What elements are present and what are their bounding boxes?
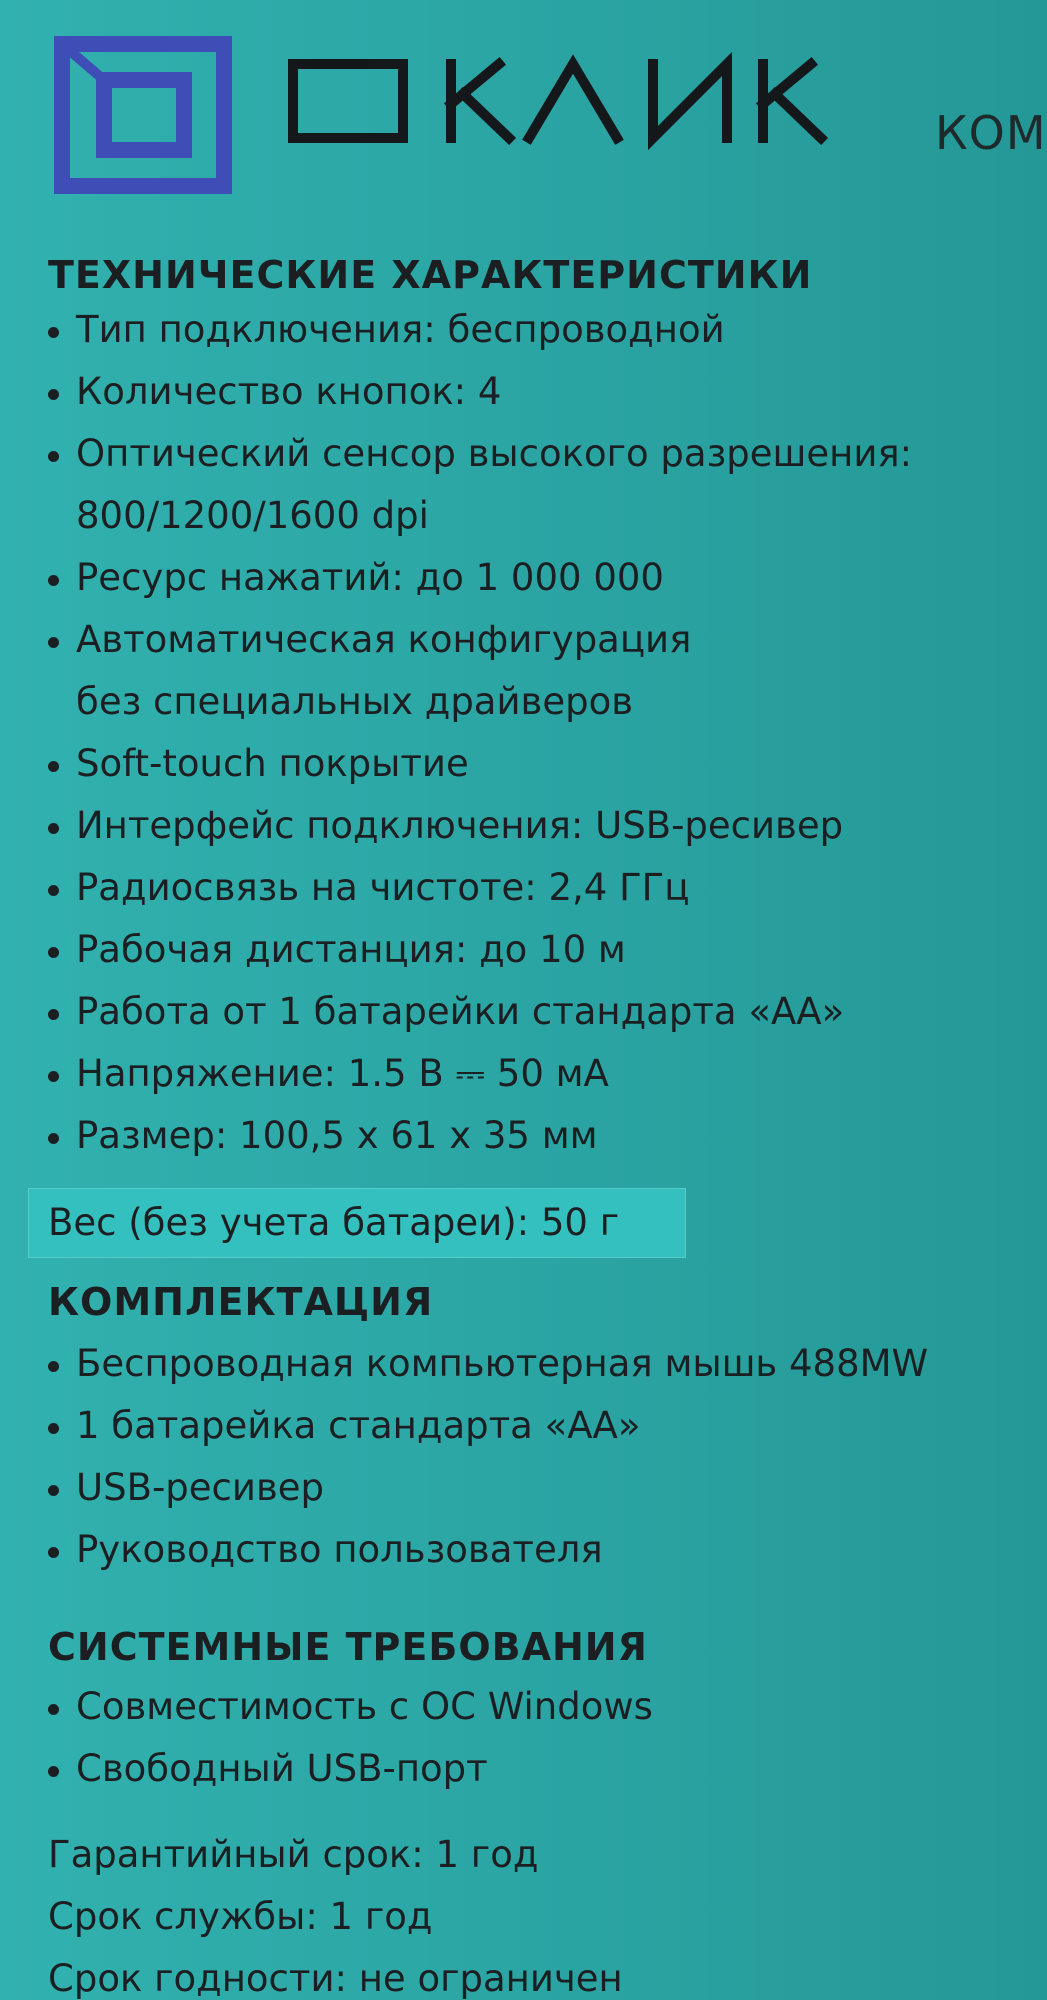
requirement-item: [48, 1738, 653, 1800]
bullet-dot-icon: [48, 1704, 59, 1715]
spec-line: без специальных драйверов: [76, 680, 634, 723]
spec-line: Автоматическая конфигурация: [76, 618, 692, 661]
package-item: [48, 1333, 928, 1395]
spec-item: [48, 919, 912, 981]
requirements-title: СИСТЕМНЫЕ ТРЕБОВАНИЯ: [48, 1625, 648, 1669]
bullet-dot-icon: [48, 637, 59, 648]
spec-line: Рабочая дистанция: до 10 м: [76, 928, 626, 971]
spec-line: Напряжение: 1.5 В ⎓ 50 мА: [76, 1052, 609, 1095]
bullet-dot-icon: [48, 1766, 59, 1777]
oklik-wordmark: [285, 46, 855, 156]
package-item: [48, 1395, 928, 1457]
bullet-dot-icon: [48, 1009, 59, 1020]
package-item: [48, 1519, 928, 1581]
spec-line: Размер: 100,5 х 61 х 35 мм: [76, 1114, 598, 1157]
weight-label: Вес (без учета батареи): 50 г: [48, 1201, 620, 1244]
spec-item: [48, 361, 912, 423]
package-item: [48, 1457, 928, 1519]
spec-item: [48, 423, 912, 547]
spec-item: [48, 795, 912, 857]
spec-line: Количество кнопок: 4: [76, 370, 502, 413]
bullet-dot-icon: [48, 1485, 59, 1496]
bullet-dot-icon: [48, 1133, 59, 1144]
shelf-life-text: Срок годности: не ограничен: [48, 1957, 623, 2000]
spec-line: 800/1200/1600 dpi: [76, 494, 429, 537]
package-line: USB-ресивер: [76, 1466, 324, 1509]
spec-line: Soft-touch покрытие: [76, 742, 469, 785]
bullet-dot-icon: [48, 823, 59, 834]
spec-line: Ресурс нажатий: до 1 000 000: [76, 556, 664, 599]
package-line: Руководство пользователя: [76, 1528, 603, 1571]
bullet-dot-icon: [48, 1547, 59, 1558]
package-title: КОМПЛЕКТАЦИЯ: [48, 1280, 434, 1324]
spec-line: Тип подключения: беспроводной: [76, 308, 725, 351]
bullet-dot-icon: [48, 1423, 59, 1434]
bullet-dot-icon: [48, 327, 59, 338]
spec-item: [48, 857, 912, 919]
brand-subtitle-fragment: КОМ: [935, 106, 1047, 160]
spec-item: [48, 1105, 912, 1167]
requirement-line: Совместимость с ОС Windows: [76, 1685, 653, 1728]
spec-item: [48, 609, 912, 733]
specs-title: ТЕХНИЧЕСКИЕ ХАРАКТЕРИСТИКИ: [48, 253, 813, 297]
bullet-dot-icon: [48, 575, 59, 586]
service-life-text: Срок службы: 1 год: [48, 1895, 433, 1938]
warranty-text: Гарантийный срок: 1 год: [48, 1833, 539, 1876]
requirement-item: [48, 1676, 653, 1738]
requirements-list: [48, 1676, 653, 1800]
spec-item: [48, 547, 912, 609]
bullet-dot-icon: [48, 389, 59, 400]
bullet-dot-icon: [48, 761, 59, 772]
bullet-dot-icon: [48, 1361, 59, 1372]
specs-list: [48, 299, 912, 1167]
package-line: 1 батарейка стандарта «АА»: [76, 1404, 641, 1447]
bullet-dot-icon: [48, 947, 59, 958]
spec-line: Оптический сенсор высокого разрешения:: [76, 432, 913, 475]
package-list: [48, 1333, 928, 1581]
spec-item: [48, 299, 912, 361]
spec-line: Интерфейс подключения: USB-ресивер: [76, 804, 844, 847]
spec-item: [48, 1043, 912, 1105]
bullet-dot-icon: [48, 885, 59, 896]
bullet-dot-icon: [48, 451, 59, 462]
spec-line: Работа от 1 батарейки стандарта «АА»: [76, 990, 845, 1033]
spec-item: [48, 733, 912, 795]
requirement-line: Свободный USB-порт: [76, 1747, 488, 1790]
spec-line: Радиосвязь на чистоте: 2,4 ГГц: [76, 866, 690, 909]
package-line: Беспроводная компьютерная мышь 488MW: [76, 1342, 929, 1385]
bullet-dot-icon: [48, 1071, 59, 1082]
okaik-logo-icon: [48, 30, 238, 200]
spec-item: [48, 981, 912, 1043]
